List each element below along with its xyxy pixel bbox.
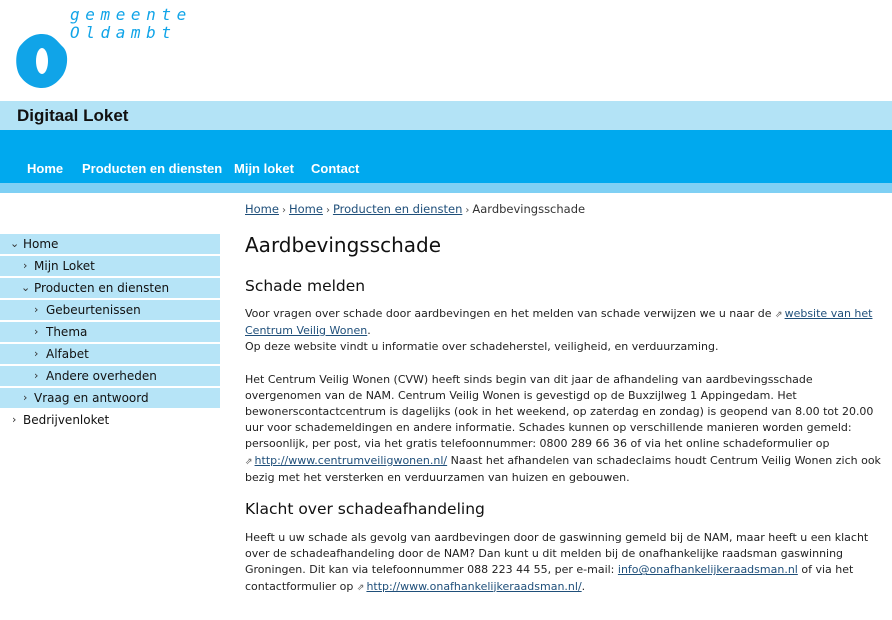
- sidebar-item-andere-overheden[interactable]: [0, 366, 220, 388]
- sidebar-item-home[interactable]: [0, 234, 220, 256]
- paragraph-text: Voor vragen over schade door aardbevingen en het melden van schade verwijzen we u naar de: [245, 307, 776, 320]
- nav-producten-en-diensten[interactable]: Producten en diensten: [82, 161, 223, 176]
- chevron-right-icon: ›: [34, 369, 39, 382]
- sidebar-item-label: Andere overheden: [46, 369, 157, 383]
- chevron-right-icon: ›: [281, 205, 286, 216]
- nav-contact[interactable]: Contact: [311, 161, 360, 176]
- paragraph-line: overgenomen van de NAM. Centrum Veilig Wonen is gevestigd op de Buxzijlweg 1 Appingedam. Het: [245, 388, 797, 402]
- page-title: Aardbevingsschade: [245, 233, 442, 257]
- paragraph-text: contactformulier op: [245, 579, 357, 593]
- paragraph-line: bezig met het versterken en verduurzamen van huizen en gebouwen.: [245, 470, 630, 484]
- sidebar-item-mijn-loket[interactable]: [0, 256, 220, 278]
- sidebar-item-thema[interactable]: [0, 322, 220, 344]
- paragraph-text: .: [581, 579, 586, 593]
- chevron-right-icon: ›: [325, 205, 330, 216]
- sidebar-item-producten-en-diensten[interactable]: [0, 278, 220, 300]
- link-cvw-website-b[interactable]: Centrum Veilig Wonen: [245, 324, 368, 338]
- chevron-right-icon: ›: [12, 413, 17, 426]
- external-link-icon: ⇗: [775, 310, 783, 320]
- paragraph-text: Naast het afhandelen van schadeclaims houdt Centrum Veilig Wonen zich ook: [447, 453, 881, 467]
- chevron-right-icon: ›: [23, 259, 28, 272]
- chevron-down-icon: ⌄: [10, 237, 20, 250]
- paragraph-line: Heeft u uw schade als gevolg van aardbevingen door de gaswinning gemeld bij de NAM, maar heeft u een klacht: [245, 531, 869, 544]
- paragraph-line: Het Centrum Veilig Wonen (CVW) heeft sinds begin van dit jaar de afhandeling van aardbevingsschade: [245, 372, 813, 386]
- paragraph-line: over de schadeafhandeling door de NAM? Dan kunt u dit melden bij de onafhankelijke raadsman gaswinning: [245, 547, 844, 561]
- sidebar-item-gebeurtenissen[interactable]: [0, 300, 220, 322]
- chevron-right-icon: ›: [34, 325, 39, 338]
- chevron-right-icon: ›: [23, 391, 28, 404]
- external-link-icon: ⇗: [245, 456, 253, 467]
- link-onafhankelijkeraadsman[interactable]: http://www.onafhankelijkeraadsman.nl/: [366, 579, 582, 593]
- sidebar-item-label: Bedrijvenloket: [23, 413, 110, 427]
- paragraph-text: .: [367, 324, 371, 338]
- chevron-down-icon: ⌄: [21, 281, 31, 294]
- paragraph-line: bewonerscontactcentrum is dagelijks (ook in het weekend, op zaterdag en zondag) is geopend van 8.00 tot 20.00: [245, 405, 874, 419]
- sidebar-item-label: Vraag en antwoord: [34, 391, 149, 405]
- brand-wordmark: [70, 6, 192, 42]
- breadcrumb-home-1[interactable]: Home: [245, 202, 279, 216]
- breadcrumb-home-2[interactable]: Home: [288, 202, 323, 216]
- chevron-right-icon: ›: [34, 347, 39, 360]
- sidebar-item-bedrijvenloket[interactable]: [0, 410, 220, 432]
- link-centrumveiligwonen[interactable]: http://www.centrumveiligwonen.nl/: [254, 453, 448, 467]
- external-link-icon: ⇗: [356, 582, 365, 593]
- chevron-right-icon: ›: [465, 205, 470, 216]
- section-heading-schade-melden: Schade melden: [245, 277, 366, 295]
- link-cvw-website-a[interactable]: website van het: [784, 307, 873, 320]
- paragraph-line: persoonlijk, per post, via het gratis telefoonnummer: 0800 289 66 36 of via het online schadeformulier op: [245, 437, 830, 451]
- paragraph-text: of via het: [797, 563, 854, 577]
- breadcrumb-producten[interactable]: Producten en diensten: [332, 202, 463, 216]
- header-band: [0, 101, 892, 130]
- klacht-paragraph: [245, 530, 868, 596]
- main-nav: [0, 130, 892, 183]
- sidebar-item-label: Thema: [46, 325, 88, 339]
- nav-mijn-loket[interactable]: Mijn loket: [234, 161, 294, 176]
- sidebar-item-label: Alfabet: [46, 347, 89, 361]
- breadcrumb-current: Aardbevingsschade: [472, 202, 586, 216]
- schade-melden-paragraph: [245, 306, 881, 486]
- link-email-raadsman[interactable]: info@onafhankelijkeraadsman.nl: [617, 563, 798, 577]
- nav-strip: [0, 183, 892, 193]
- sidebar-item-vraag-en-antwoord[interactable]: [0, 388, 220, 410]
- sidebar-item-label: Gebeurtenissen: [46, 303, 141, 317]
- paragraph-text: Groningen. Dit kan via telefoonnummer 088 223 44 55, per e-mail:: [245, 563, 618, 577]
- paragraph-text: Op deze website vindt u informatie over schadeherstel, veiligheid, en verduurzaming.: [245, 340, 719, 354]
- breadcrumb: [245, 202, 585, 216]
- brand-line-1: gemeente: [70, 5, 192, 24]
- sidebar-item-label: Mijn Loket: [34, 259, 95, 273]
- gemeente-oldambt-logo-icon[interactable]: [15, 33, 69, 89]
- sidebar-item-label: Home: [23, 237, 59, 251]
- sidebar: [0, 234, 220, 432]
- nav-home[interactable]: Home: [27, 161, 64, 176]
- brand-line-2: Oldambt: [70, 23, 177, 42]
- chevron-right-icon: ›: [34, 303, 39, 316]
- paragraph-line: uur voor schademeldingen en andere informatie. Schades kunnen op verschillende manieren worden gemeld:: [245, 421, 852, 435]
- sidebar-item-alfabet[interactable]: [0, 344, 220, 366]
- sidebar-item-label: Producten en diensten: [34, 281, 170, 295]
- header-title: Digitaal Loket: [17, 106, 129, 125]
- section-heading-klacht: Klacht over schadeafhandeling: [245, 500, 485, 518]
